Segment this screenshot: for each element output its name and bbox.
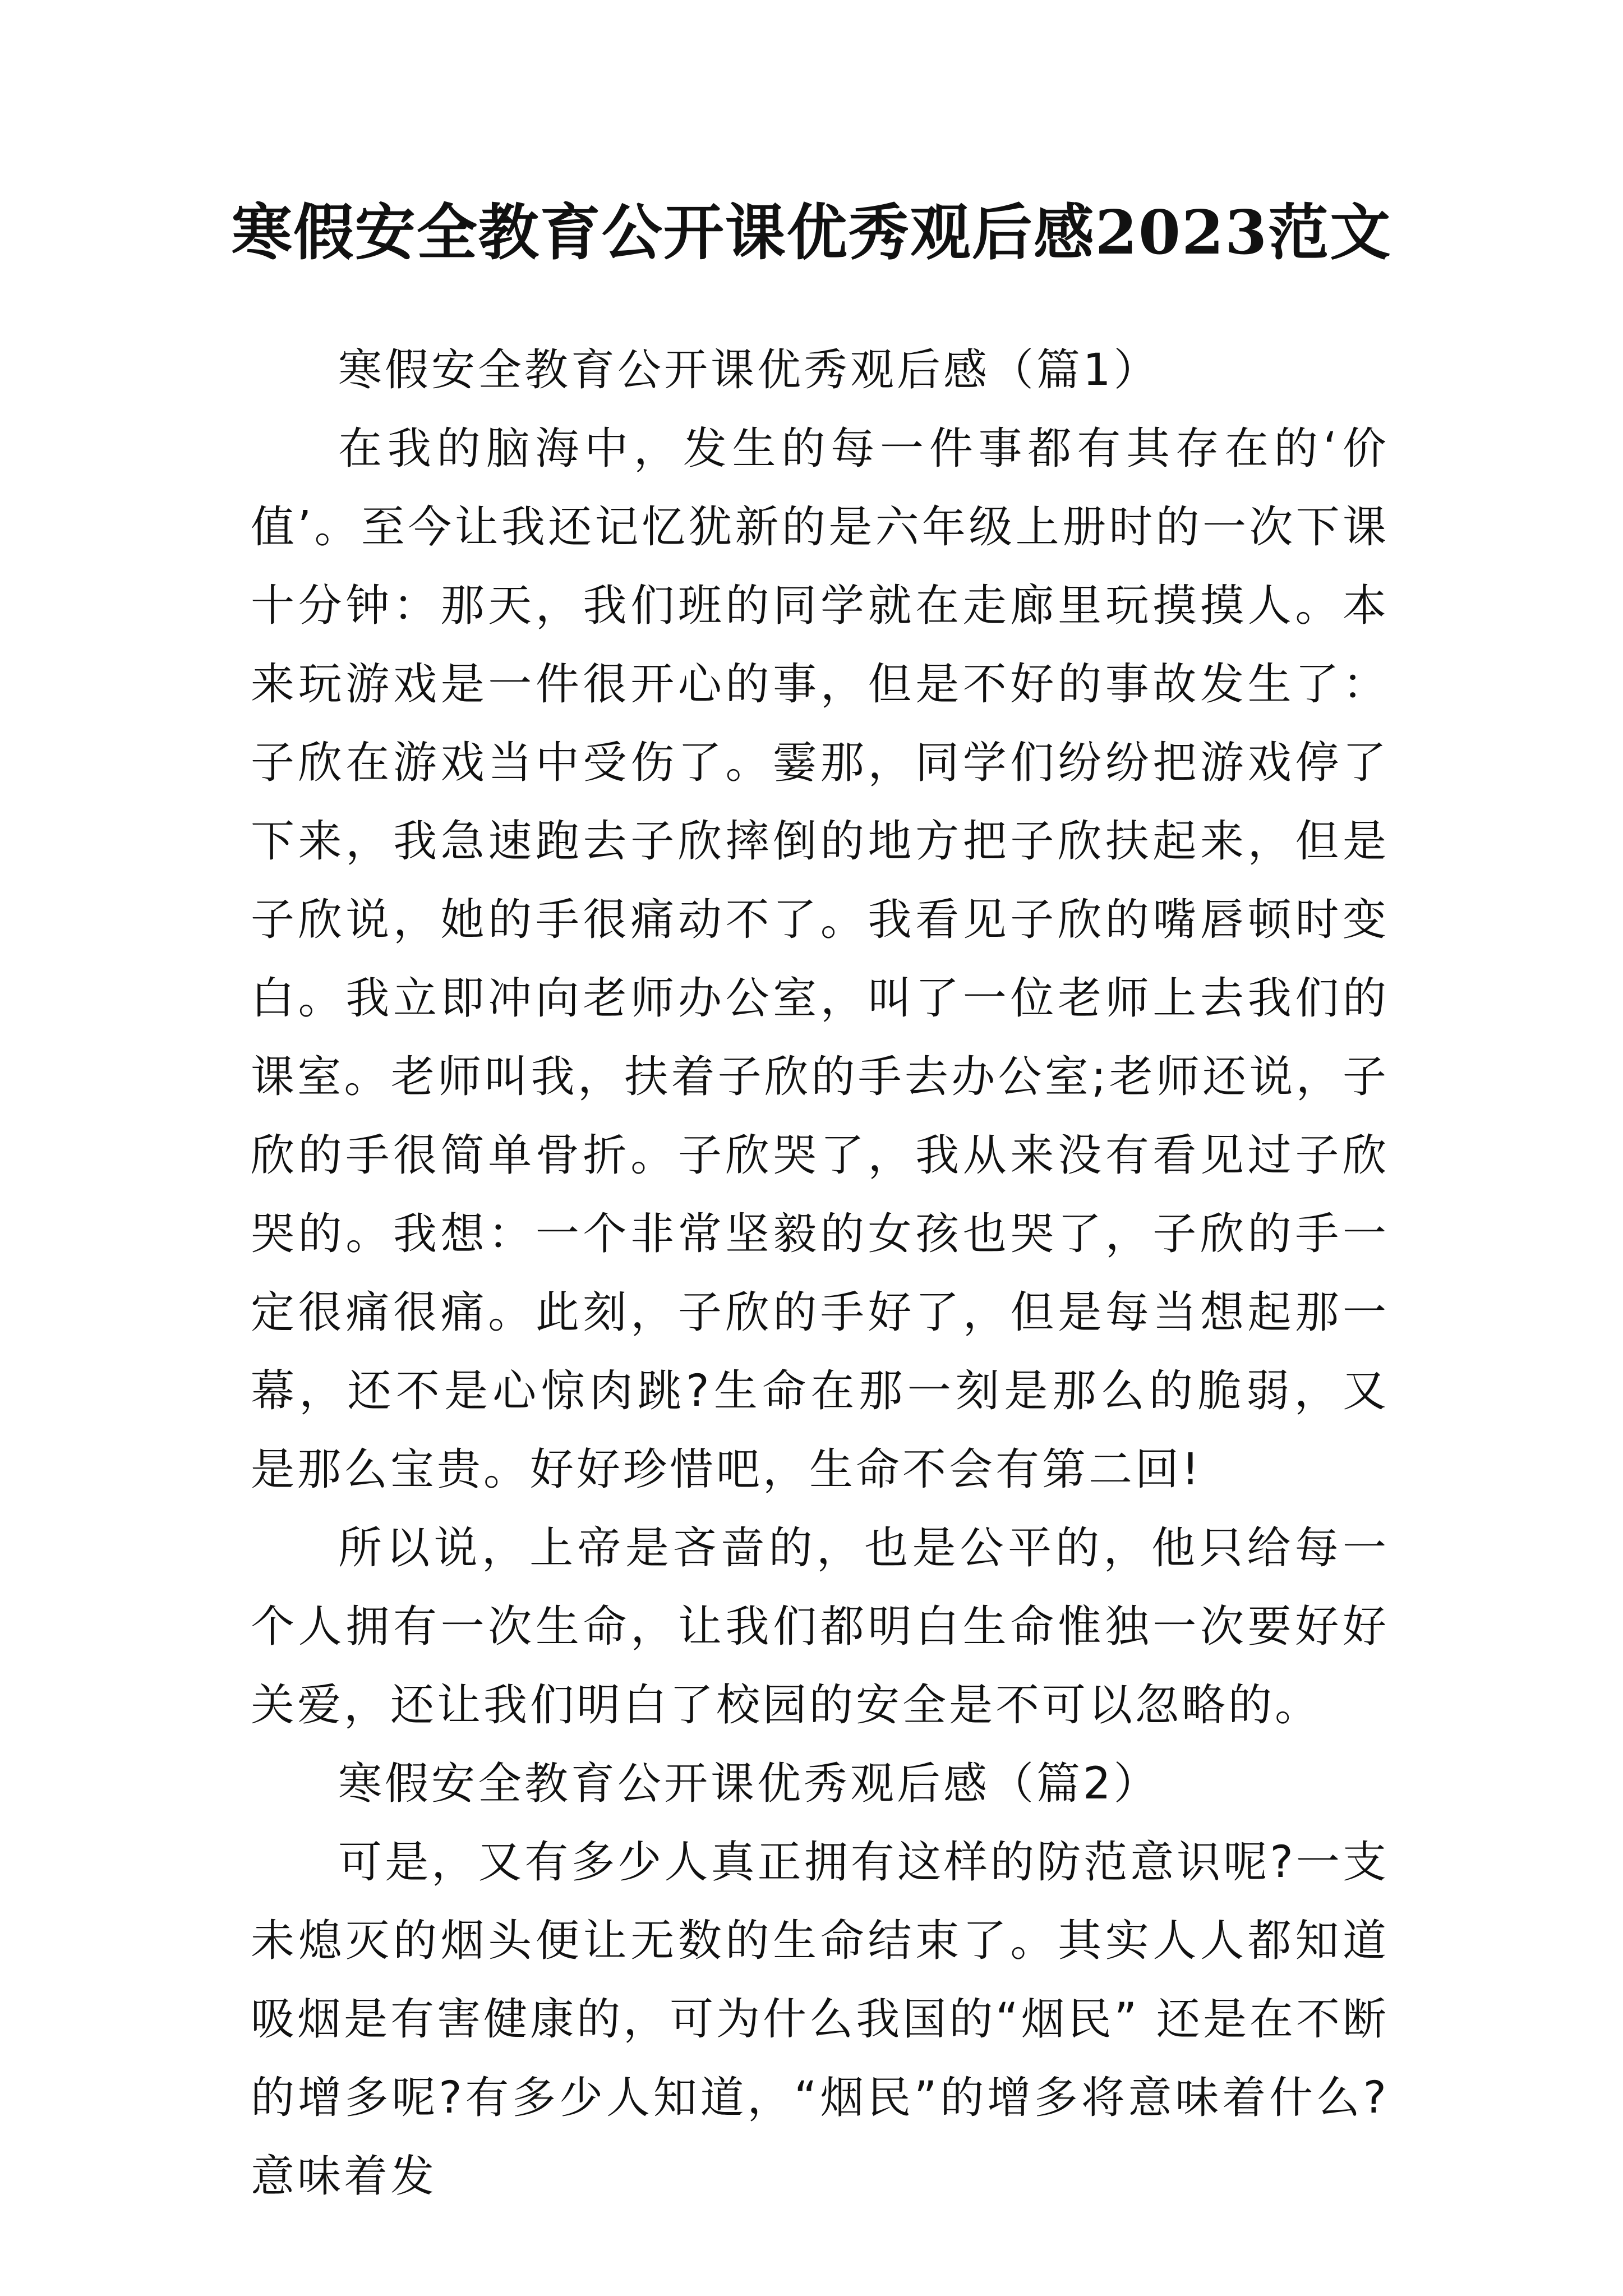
document-title: 寒假安全教育公开课优秀观后感2023范文 — [231, 197, 1392, 268]
section-1-paragraph-1: 在我的脑海中，发生的每一件事都有其存在的‘价值’。至今让我还记忆犹新的是六年级上册时的一次下课十分钟：那天，我们班的同学就在走廊里玩摸摸人。本来玩游戏是一件很开心的事，但是不好的事故发生了：子欣在游戏当中受伤了。霎那，同学们纷纷把游戏停了下来，我急速跑去子欣摔倒的地方把子欣扶起来，但是子欣说，她的手很痛动不了。我看见子欣的嘴唇顿时变白。我立即冲向老师办公室，叫了一位老师上去我们的课室。老师叫我，扶着子欣的手去办公室;老师还说，子欣的手很简单骨折。子欣哭了，我从来没有看见过子欣哭的。我想：一个非常坚毅的女孩也哭了，子欣的手一定很痛很痛。此刻，子欣的手好了，但是每当想起那一幕，还不是心惊肉跳?生命在那一刻是那么的脆弱，又是那么宝贵。好好珍惜吧，生命不会有第二回! — [251, 424, 1389, 1495]
section-1-paragraph-2: 所以说，上帝是吝啬的，也是公平的，他只给每一个人拥有一次生命，让我们都明白生命惟独一次要好好关爱，还让我们明白了校园的安全是不可以忽略的。 — [251, 1523, 1389, 1731]
document-body — [251, 331, 1389, 2216]
section-heading-1: 寒假安全教育公开课优秀观后感（篇1） — [338, 345, 1160, 395]
section-heading-2: 寒假安全教育公开课优秀观后感（篇2） — [338, 1759, 1160, 1809]
section-2-paragraph-1: 可是，又有多少人真正拥有这样的防范意识呢?一支未熄灭的烟头便让无数的生命结束了。其实人人都知道吸烟是有害健康的，可为什么我国的“烟民” 还是在不断的增多呢?有多少人知道，“烟民”的增多将意味着什么?意味着发 — [251, 1837, 1389, 2202]
